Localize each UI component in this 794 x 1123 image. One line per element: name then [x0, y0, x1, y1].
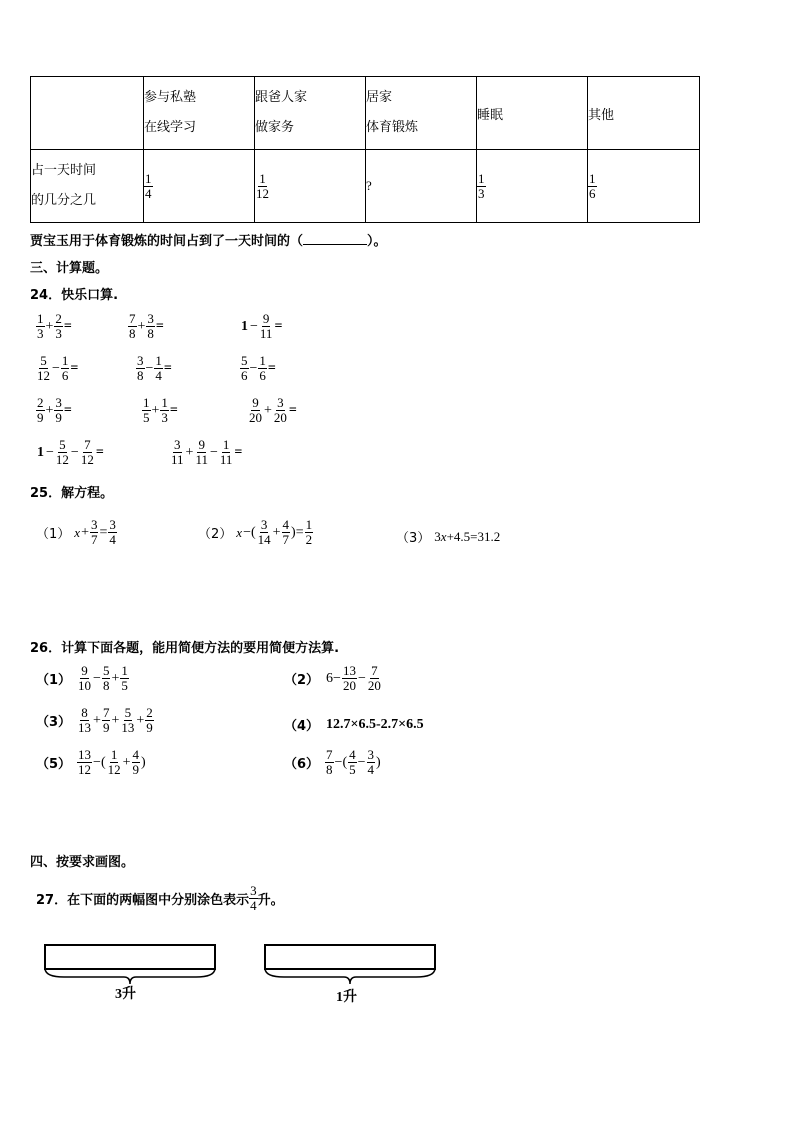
operator: =: [234, 444, 243, 460]
q24-item: [170, 438, 243, 467]
operator: =: [288, 402, 297, 418]
operator: =: [267, 360, 276, 376]
operator: −: [357, 754, 366, 770]
q24-item: [240, 312, 283, 341]
fraction: 5 12: [37, 353, 50, 383]
q26-item: [284, 715, 425, 734]
cell-exercise: ?: [366, 150, 477, 223]
operator: =: [70, 360, 79, 376]
q24-title: 24．快乐口算.: [30, 288, 119, 303]
header-exercise: 居家 体育锻炼: [366, 77, 477, 150]
fraction: 3 11: [171, 437, 184, 467]
operator: +: [137, 318, 146, 334]
q26-title: 26．计算下面各题，能用简便方法的要用简便方法算.: [30, 641, 340, 656]
item-label: （3）: [36, 715, 72, 730]
q24-item: [142, 396, 179, 425]
operator: 1: [37, 444, 44, 460]
operator: −: [46, 444, 54, 460]
item-label: （2）: [284, 673, 320, 688]
operator: −: [145, 360, 154, 376]
operator: ): [376, 754, 381, 770]
operator: =: [274, 318, 283, 334]
operator: −(: [334, 754, 348, 770]
operator: =: [155, 318, 164, 334]
fraction: 5 6: [241, 353, 248, 383]
item-label: （5）: [36, 757, 72, 772]
operator: +: [264, 402, 272, 418]
header-housework: 跟爸人家 做家务: [255, 77, 366, 150]
item-label: （4）: [284, 719, 320, 734]
operator: −(: [93, 754, 106, 770]
label-1-liter: 1升: [336, 990, 357, 1005]
q24-item: [36, 354, 79, 383]
item-label: （6）: [284, 757, 320, 772]
operator: −: [250, 318, 258, 334]
operator: −: [93, 670, 101, 686]
fraction: $\frac{5}{12}$: [55, 437, 69, 467]
row-label: 占一天时间 的几分之几: [31, 150, 144, 223]
q25-title: 25．解方程。: [30, 486, 114, 501]
fraction: $\frac{1}{6}$: [61, 353, 69, 383]
fraction: $\frac{4}{9}$: [132, 747, 140, 777]
q24-item: [136, 354, 173, 383]
operator: −: [52, 360, 60, 376]
fraction: $\frac{5}{8}$: [102, 663, 110, 693]
item-label: （1）: [36, 673, 72, 688]
fraction: $\frac{9}{11}$: [259, 311, 273, 341]
operator: 12.7×6.5-2.7×6.5: [326, 716, 424, 732]
operator: +: [45, 318, 54, 334]
fraction: $\frac{3}{20}$: [273, 395, 287, 425]
operator: +: [136, 712, 145, 728]
q25-problem-1: （1） x + $\frac{3}{7}$ = $\frac{3}{4}$: [36, 517, 116, 547]
fraction: $\frac{1}{5}$: [121, 663, 128, 693]
cell-online: $\frac{1}{4}$: [144, 150, 255, 223]
header-other: 其他: [588, 77, 700, 150]
q24-item: [240, 354, 277, 383]
fraction: 3 8: [137, 353, 144, 383]
operator: +: [122, 754, 131, 770]
operator: −: [209, 444, 218, 460]
operator: −: [357, 670, 366, 686]
q26-item: [36, 664, 129, 693]
cell-sleep: $\frac{1}{3}$: [477, 150, 588, 223]
fraction: 13 12: [78, 747, 92, 777]
fraction: $\frac{3}{9}$: [55, 395, 62, 425]
fraction: 9 20: [249, 395, 262, 425]
fraction: $\frac{1}{6}$: [259, 353, 266, 383]
fraction: $\frac{1}{3}$: [161, 395, 168, 425]
q27-question: 27．在下面的两幅图中分别涂色表示 3 4 升。: [36, 883, 284, 913]
header-sleep: 睡眠: [477, 77, 588, 150]
operator: ): [141, 754, 146, 770]
q24-item: [36, 438, 105, 467]
fraction: 1 5: [143, 395, 150, 425]
cell-other: $\frac{1}{6}$: [588, 150, 700, 223]
operator: +: [151, 402, 160, 418]
header-online-study: 参与私塾 在线学习: [144, 77, 255, 150]
brace-1-liter: [264, 968, 436, 986]
fraction: 4 5: [349, 747, 356, 777]
fraction: 1 12: [107, 747, 121, 777]
fraction: 8 13: [78, 705, 92, 735]
fraction: $\frac{1}{4}$: [155, 353, 162, 383]
fraction: 1 3: [37, 311, 44, 341]
q26-item: [36, 748, 147, 777]
fraction: 9 10: [78, 663, 92, 693]
q25-problem-2: （2） x −( 3 14 + $\frac{4}{7}$ )= $\frac{1}{2}$: [198, 517, 313, 547]
fraction: 2 9: [37, 395, 44, 425]
fraction: $\frac{7}{9}$: [102, 705, 110, 735]
fraction: 7 8: [129, 311, 136, 341]
operator: +: [111, 670, 120, 686]
operator: +: [185, 444, 194, 460]
q24-item: [248, 396, 298, 425]
fraction: 7 8: [326, 747, 333, 777]
operator: −: [249, 360, 258, 376]
operator: =: [169, 402, 178, 418]
section-3-heading: 三、计算题。: [30, 261, 109, 276]
operator: +: [111, 712, 120, 728]
fraction: $\frac{1}{11}$: [219, 437, 233, 467]
q23-question: 贾宝玉用于体育锻炼的时间占到了一天时间的（ ）。: [30, 234, 387, 249]
q26-item: [284, 664, 382, 693]
fraction: $\frac{3}{8}$: [147, 311, 154, 341]
fraction: $\frac{9}{11}$: [195, 437, 208, 467]
fraction: $\frac{3}{4}$: [367, 747, 375, 777]
operator: =: [63, 402, 72, 418]
q24-item: [128, 312, 165, 341]
cell-housework: $\frac{1}{12}$: [255, 150, 366, 223]
fraction: $\frac{2}{3}$: [55, 311, 62, 341]
operator: 1: [241, 318, 248, 334]
q26-item: [284, 748, 382, 777]
q24-item: [36, 396, 73, 425]
bar-3-liters[interactable]: [44, 944, 216, 970]
operator: +: [45, 402, 54, 418]
fraction: $\frac{5}{13}$: [121, 705, 135, 735]
operator: =: [163, 360, 172, 376]
fraction: $\frac{2}{9}$: [146, 705, 153, 735]
fraction: $\frac{7}{12}$: [80, 437, 94, 467]
operator: 6−: [326, 670, 341, 686]
bar-1-liter[interactable]: [264, 944, 436, 970]
q26-item: [36, 706, 154, 735]
fraction: $\frac{7}{20}$: [367, 663, 381, 693]
operator: =: [95, 444, 104, 460]
time-table: [30, 76, 700, 223]
fraction: $\frac{13}{20}$: [342, 663, 356, 693]
operator: +: [93, 712, 101, 728]
operator: −: [70, 444, 79, 460]
operator: =: [63, 318, 72, 334]
q25-problem-3: （3） 3 x +4.5=31.2: [396, 528, 501, 546]
label-3-liters: 3升: [115, 987, 136, 1002]
section-4-heading: 四、按要求画图。: [30, 855, 135, 870]
header-empty: [31, 77, 144, 150]
answer-blank[interactable]: [303, 232, 367, 245]
q24-item: [36, 312, 73, 341]
